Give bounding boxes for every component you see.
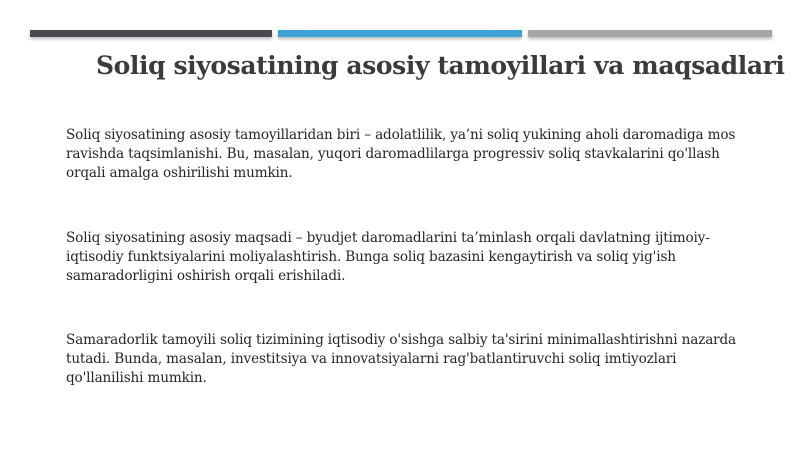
slide-title: Soliq siyosatining asosiy tamoyillari va maqsadlari [96, 51, 785, 80]
accent-bar-blue [278, 30, 522, 37]
accent-bar-gray [528, 30, 772, 37]
paragraph-fairness-principle: Soliq siyosatining asosiy tamoyillaridan biri – adolatlilik, ya’ni soliq yukining aholi daromadiga mos ravishda taqsimlanishi. Bu, masalan, yuqori daromadlilarga progressiv soliq stavkalarini qo'llash orqali amalga oshirilishi mumkin. [66, 127, 736, 181]
paragraph-efficiency-principle: Samaradorlik tamoyili soliq tizimining iqtisodiy o'sishga salbiy ta'sirini minimallashtirishni nazarda tutadi. Bunda, masalan, investitsiya va innovatsiyalarni rag'batlantiruvchi soliq imtiyozlari qo'llanilishi mumkin. [66, 332, 737, 386]
accent-bar-dark [30, 30, 272, 37]
paragraph-main-goal: Soliq siyosatining asosiy maqsadi – byudjet daromadlarini ta’minlash orqali davlatning ijtimoiy-iqtisodiy funktsiyalarini moliyalashtirish. Bunga soliq bazasini kengaytirish va soliq yig'ish samaradorligini oshirish orqali erishiladi. [66, 230, 710, 284]
decorative-top-bars [30, 30, 772, 38]
